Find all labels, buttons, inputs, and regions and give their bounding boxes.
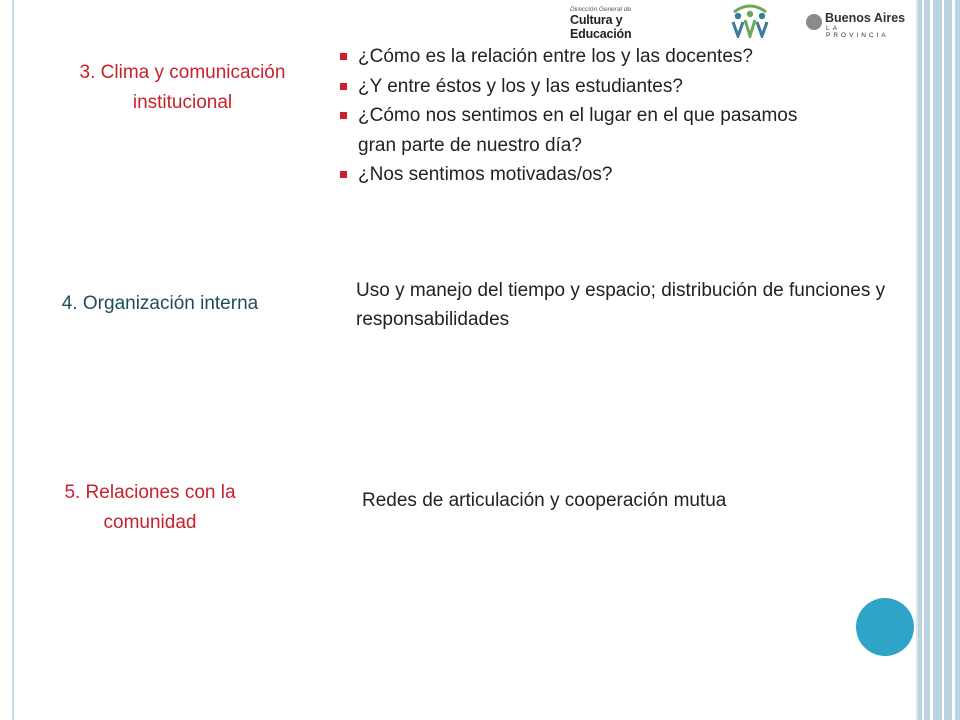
section-label-relaciones: 5. Relaciones con la comunidad (64, 482, 236, 533)
dge-logo-subtitle: Dirección General de (570, 6, 632, 13)
list-item: ¿Cómo nos sentimos en el lugar en el que pasamos gran parte de nuestro día? (338, 101, 898, 160)
bullet-square-icon (340, 112, 347, 119)
school-emblem-icon (728, 2, 772, 38)
buenos-aires-logo-name: Buenos Aires (825, 11, 906, 25)
bullet-square-icon (340, 171, 347, 178)
buenos-aires-logo (806, 11, 906, 39)
list-item: ¿Cómo es la relación entre los y las docentes? (338, 42, 898, 72)
province-seal-icon (806, 14, 822, 30)
relaciones-description: Redes de articulación y cooperación mutua (362, 490, 727, 511)
section-label-organizacion: 4. Organización interna (61, 293, 259, 314)
clima-question-list (338, 42, 898, 190)
bullet-square-icon (340, 83, 347, 90)
list-item: ¿Nos sentimos motivadas/os? (338, 160, 898, 190)
slide-left-rule (12, 0, 14, 720)
dge-logo (570, 6, 680, 41)
accent-circle (856, 598, 914, 656)
list-item: ¿Y entre éstos y los y las estudiantes? (338, 72, 898, 102)
section-label-clima: 3. Clima y comunicación institucional (79, 62, 286, 113)
bullet-square-icon (340, 53, 347, 60)
dge-logo-title: Cultura y Educación (570, 13, 632, 41)
slide-side-band (918, 0, 960, 720)
buenos-aires-logo-sub: LA PROVINCIA (826, 25, 889, 39)
organizacion-description: Uso y manejo del tiempo y espacio; distribución de funciones y responsabilidades (356, 280, 886, 330)
